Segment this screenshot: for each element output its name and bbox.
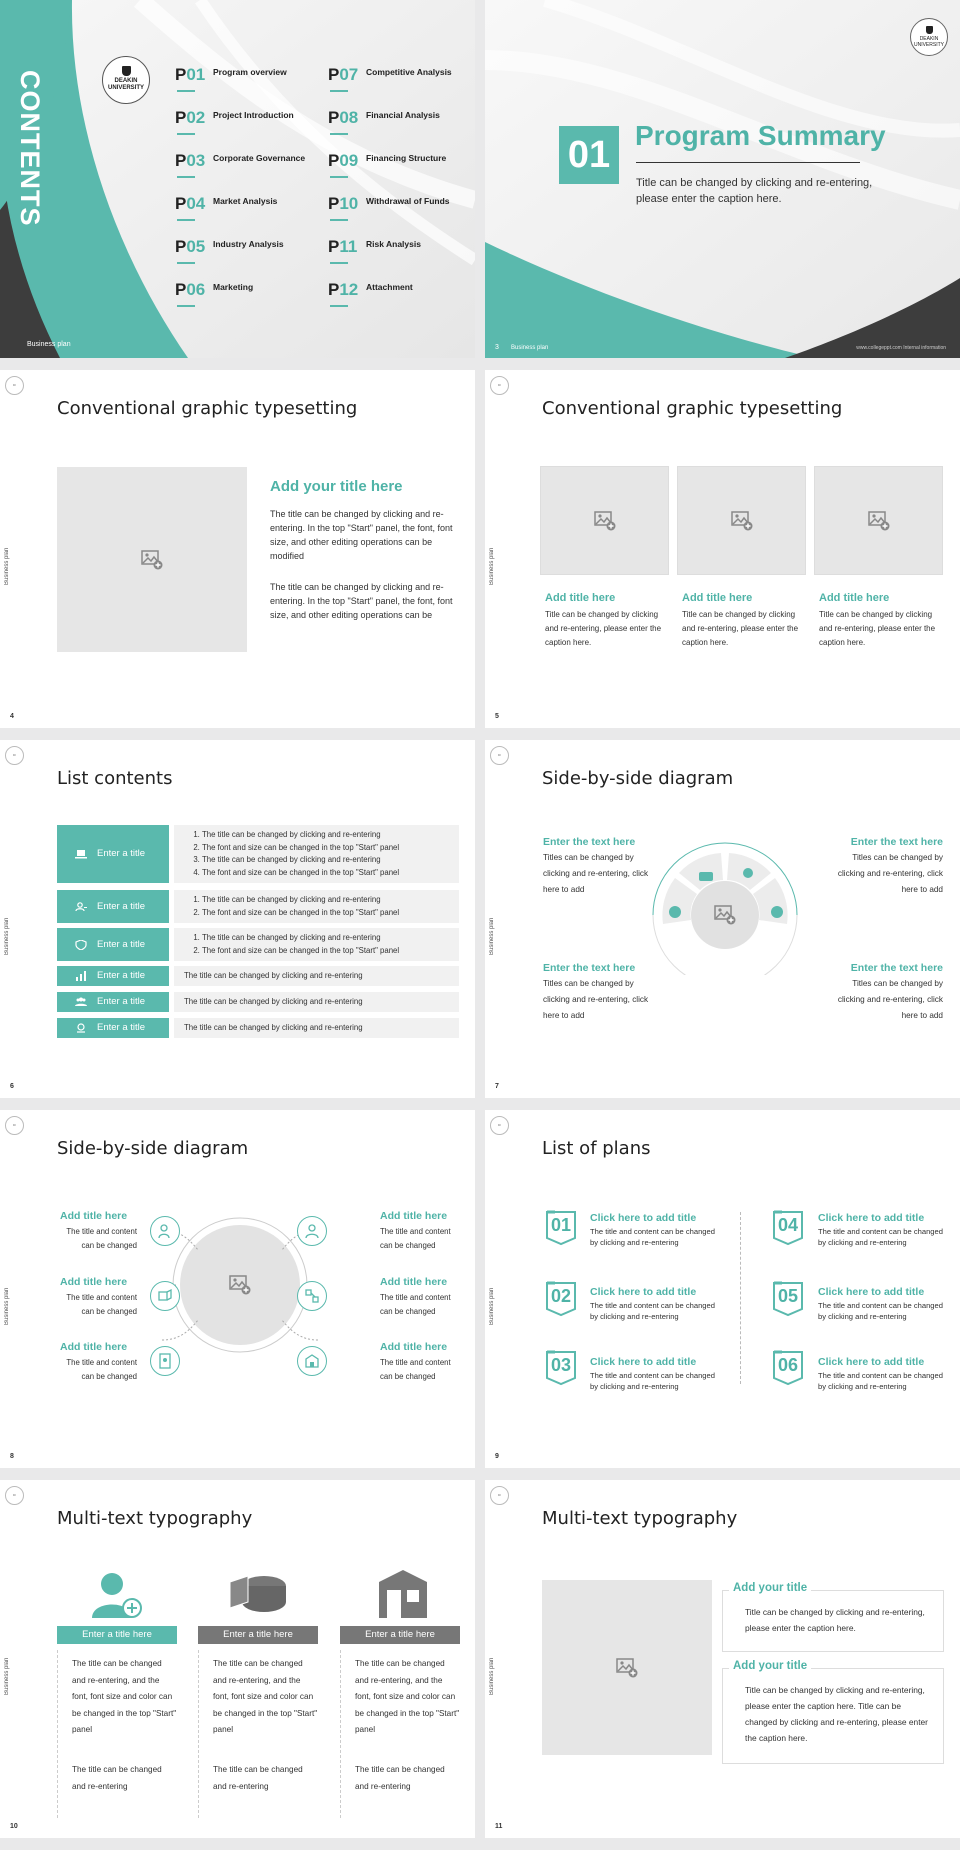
image-icon	[141, 550, 163, 570]
block-text[interactable]: The title and content can be changed	[380, 1227, 451, 1250]
slide-title[interactable]: Side-by-side diagram	[57, 1138, 249, 1159]
column-text[interactable]: The title can be changed and re-entering	[72, 1765, 162, 1791]
column-text[interactable]: Title can be changed by clicking and re-entering, please enter the caption here.	[682, 610, 799, 647]
toc-label: Financing Structure	[366, 153, 447, 163]
block-heading[interactable]: Add title here	[60, 1341, 128, 1353]
toc-item[interactable]: P04 Market Analysis	[175, 194, 325, 228]
segment-diagram	[645, 820, 805, 975]
plan-text[interactable]: The title and content can be changed by clicking and re-entering	[818, 1227, 943, 1247]
block-text[interactable]: The title and content can be changed	[66, 1227, 137, 1250]
row-title: Enter a title	[97, 938, 146, 950]
box-text[interactable]: Title can be changed by clicking and re-entering, please enter the caption here. Title can be changed by clicking and re-entering, please enter the caption here.	[745, 1685, 928, 1743]
toc-item[interactable]: P02 Project Introduction	[175, 108, 325, 142]
slide-title[interactable]: Multi-text typography	[57, 1508, 253, 1529]
footer-url: www.collegeppt.com Internal information	[856, 345, 946, 351]
toc-label: Financial Analysis	[366, 110, 440, 120]
image-icon	[616, 1658, 638, 1678]
block-heading[interactable]: Enter the text here	[543, 836, 636, 848]
pie-chart-3d-icon	[228, 1572, 288, 1618]
block-heading[interactable]: Enter the text here	[850, 962, 943, 974]
list-item: 1. The title can be changed by clicking and re-entering	[202, 829, 459, 842]
list-item: 1. The title can be changed by clicking and re-entering	[202, 932, 459, 945]
divider	[340, 1650, 342, 1818]
toc-item[interactable]: P05 Industry Analysis	[175, 237, 325, 271]
page-number: 11	[495, 1823, 503, 1830]
slide-title[interactable]: List contents	[57, 768, 173, 789]
toc-item[interactable]: P07 Competitive Analysis	[328, 65, 475, 99]
slide-title[interactable]: Conventional graphic typesetting	[542, 398, 843, 419]
list-item: The title can be changed by clicking and re-entering	[184, 971, 363, 980]
block-heading[interactable]: Enter the text here	[850, 836, 943, 848]
box-heading[interactable]: Add your title	[729, 1660, 811, 1672]
column-text[interactable]: Title can be changed by clicking and re-entering, please enter the caption here.	[545, 610, 662, 647]
plan-number-badge: 01	[545, 1210, 577, 1246]
list-item: 1. The title can be changed by clicking and re-entering	[202, 894, 459, 907]
toc-item[interactable]: P11 Risk Analysis	[328, 237, 475, 271]
slide-program-summary	[485, 0, 960, 358]
slide-graphic-typesetting-2	[485, 370, 960, 728]
plan-text[interactable]: The title and content can be changed by clicking and re-entering	[818, 1371, 943, 1391]
university-logo	[910, 18, 948, 56]
slide-title[interactable]: List of plans	[542, 1138, 651, 1159]
side-label: Business plan	[489, 1287, 495, 1325]
list-row[interactable]	[57, 966, 459, 986]
column-text[interactable]: The title can be changed and re-entering, and the font, font size and color can be changed in the top "Start" panel	[355, 1659, 460, 1734]
block-text[interactable]: The title and content can be changed	[380, 1358, 451, 1381]
slide-multi-text-2	[485, 1480, 960, 1838]
handshake-icon	[75, 1023, 87, 1033]
box-text[interactable]: Title can be changed by clicking and re-entering, please enter the caption here.	[745, 1607, 925, 1633]
plan-text[interactable]: The title and content can be changed by clicking and re-entering	[590, 1371, 715, 1391]
slide-contents	[0, 0, 475, 358]
list-item: The title can be changed by clicking and re-entering	[184, 1023, 363, 1032]
plan-number-badge: 05	[772, 1281, 804, 1317]
block-heading[interactable]: Add title here	[380, 1341, 448, 1353]
column-title-bar[interactable]: Enter a title here	[198, 1626, 318, 1644]
page-number: 3	[495, 344, 499, 351]
divider	[740, 1212, 742, 1384]
block-heading[interactable]: Enter the text here	[543, 962, 636, 974]
image-placeholder[interactable]	[540, 466, 669, 575]
list-row[interactable]	[57, 928, 459, 961]
image-placeholder[interactable]	[677, 466, 806, 575]
shield-icon	[75, 940, 87, 950]
boxes-icon	[150, 1281, 180, 1311]
list-row[interactable]	[57, 992, 459, 1012]
store-icon	[297, 1346, 327, 1376]
list-item: 4. The font and size can be changed in the top "Start" panel	[202, 867, 459, 880]
list-row[interactable]	[57, 1018, 459, 1038]
logo-text: DEAKIN UNIVERSITY	[107, 78, 144, 91]
row-title: Enter a title	[97, 848, 146, 859]
image-icon	[594, 511, 616, 531]
plan-text[interactable]: The title and content can be changed by clicking and re-entering	[590, 1227, 715, 1247]
divider	[198, 1650, 200, 1818]
toc-label: Marketing	[213, 282, 254, 292]
slide-title[interactable]: Multi-text typography	[542, 1508, 738, 1529]
block-text[interactable]: Titles can be changed by clicking and re-entering, click here to add	[543, 853, 649, 894]
plan-heading[interactable]: Click here to add title	[818, 1212, 925, 1224]
user-add-icon	[150, 1216, 180, 1246]
plan-heading[interactable]: Click here to add title	[818, 1356, 925, 1368]
bar-chart-icon	[75, 971, 87, 981]
divider	[57, 1650, 59, 1818]
block-text[interactable]: The title and content can be changed	[380, 1293, 451, 1316]
toc-label: Attachment	[366, 282, 413, 292]
row-title: Enter a title	[97, 900, 146, 912]
university-logo: D	[490, 1116, 509, 1135]
block-text[interactable]: Titles can be changed by clicking and re-entering, click here to add	[837, 979, 943, 1020]
column-title-bar[interactable]: Enter a title here	[57, 1626, 177, 1644]
side-label: Business plan	[489, 547, 495, 585]
university-logo	[102, 56, 150, 104]
university-logo: D	[490, 746, 509, 765]
block-heading[interactable]: Add title here	[380, 1210, 448, 1222]
content-heading[interactable]: Add your title here	[270, 478, 403, 495]
page-number: 10	[10, 1823, 18, 1830]
block-text[interactable]: Titles can be changed by clicking and re-entering, click here to add	[543, 979, 649, 1020]
slide-list-of-plans	[485, 1110, 960, 1468]
toc-item[interactable]: P08 Financial Analysis	[328, 108, 475, 142]
column-text[interactable]: The title can be changed and re-entering	[213, 1765, 303, 1791]
plan-heading[interactable]: Click here to add title	[590, 1356, 697, 1368]
row-title: Enter a title	[97, 1022, 146, 1033]
toc-label: Withdrawal of Funds	[366, 196, 450, 206]
list-row[interactable]	[57, 890, 459, 923]
side-label: Business plan	[489, 1657, 495, 1695]
row-title: Enter a title	[97, 996, 146, 1007]
university-logo: D	[5, 376, 24, 395]
plan-number-badge: 06	[772, 1350, 804, 1386]
block-heading[interactable]: Add title here	[60, 1210, 128, 1222]
block-heading[interactable]: Add title here	[60, 1276, 128, 1288]
plan-number-badge: 03	[545, 1350, 577, 1386]
toc-item[interactable]: P09 Financing Structure	[328, 151, 475, 185]
list-item: 2. The font and size can be changed in the top "Start" panel	[202, 842, 459, 855]
side-label: Business plan	[489, 917, 495, 955]
toc-label: Industry Analysis	[213, 239, 284, 249]
laptop-icon	[75, 849, 87, 859]
column-text[interactable]: The title can be changed and re-entering	[355, 1765, 445, 1791]
section-title[interactable]: Program Summary	[635, 120, 886, 151]
plan-number-badge: 02	[545, 1281, 577, 1317]
column-text[interactable]: Title can be changed by clicking and re-entering, please enter the caption here.	[819, 610, 936, 647]
list-row[interactable]	[57, 825, 459, 883]
page-number: 8	[10, 1453, 14, 1460]
list-item: 2. The font and size can be changed in the top "Start" panel	[202, 945, 459, 958]
list-item: 2. The font and size can be changed in the top "Start" panel	[202, 907, 459, 920]
column-title-bar[interactable]: Enter a title here	[340, 1626, 460, 1644]
network-icon	[297, 1281, 327, 1311]
column-heading[interactable]: Add title here	[819, 592, 890, 604]
storefront-icon	[375, 1568, 430, 1620]
toc-item[interactable]: P03 Corporate Governance	[175, 151, 325, 185]
shield-icon	[122, 66, 131, 76]
content-paragraph[interactable]: The title can be changed by clicking and re-entering. In the top "Start" panel, the font, font size, and other editing operations can be modified	[270, 509, 453, 561]
block-heading[interactable]: Add title here	[380, 1276, 448, 1288]
image-placeholder[interactable]	[814, 466, 943, 575]
section-number: 01	[559, 126, 619, 184]
footer-label: Business plan	[27, 341, 71, 348]
toc-item[interactable]: P10 Withdrawal of Funds	[328, 194, 475, 228]
group-icon	[75, 997, 87, 1007]
list-item: The title can be changed by clicking and re-entering	[184, 997, 363, 1006]
university-logo: D	[5, 746, 24, 765]
block-text[interactable]: Titles can be changed by clicking and re-entering, click here to add	[837, 853, 943, 894]
logo-text: DEAKIN UNIVERSITY	[913, 36, 944, 48]
user-card-icon	[75, 902, 87, 912]
plan-heading[interactable]: Click here to add title	[590, 1212, 697, 1224]
footer-label: Business plan	[511, 345, 549, 351]
plan-heading[interactable]: Click here to add title	[590, 1286, 697, 1298]
toc-item[interactable]: P06 Marketing	[175, 280, 325, 314]
plan-number-badge: 04	[772, 1210, 804, 1246]
box-heading[interactable]: Add your title	[729, 1582, 811, 1594]
toc-label: Program overview	[213, 67, 287, 77]
slide-title[interactable]: Side-by-side diagram	[542, 768, 734, 789]
university-logo: D	[5, 1486, 24, 1505]
column-heading[interactable]: Add title here	[682, 592, 753, 604]
side-label: Business plan	[4, 547, 10, 585]
image-icon	[731, 511, 753, 531]
slide-multi-text-1	[0, 1480, 475, 1838]
page-number: 9	[495, 1453, 499, 1460]
businesswoman-icon	[90, 1570, 145, 1620]
shield-icon	[926, 26, 933, 34]
side-label: Business plan	[4, 1287, 10, 1325]
column-text[interactable]: The title can be changed and re-entering, and the font, font size and color can be changed in the top "Start" panel	[72, 1659, 177, 1734]
toc-label: Corporate Governance	[213, 153, 306, 163]
toc-label: Project Introduction	[213, 110, 294, 120]
list-item: 3. The title can be changed by clicking and re-entering	[202, 854, 459, 867]
block-text[interactable]: The title and content can be changed	[66, 1358, 137, 1381]
column-heading[interactable]: Add title here	[545, 592, 616, 604]
slide-side-by-side-1	[485, 740, 960, 1098]
woman-icon	[297, 1216, 327, 1246]
section-caption[interactable]: Title can be changed by clicking and re-entering, please enter the caption here.	[636, 177, 873, 205]
column-text[interactable]: The title can be changed and re-entering, and the font, font size and color can be changed in the top "Start" panel	[213, 1659, 318, 1734]
toc-label: Market Analysis	[213, 196, 278, 206]
page-number: 7	[495, 1083, 499, 1090]
plan-text[interactable]: The title and content can be changed by clicking and re-entering	[590, 1301, 715, 1321]
toc-label: Risk Analysis	[366, 239, 421, 249]
block-text[interactable]: The title and content can be changed	[66, 1293, 137, 1316]
side-label: Business plan	[4, 917, 10, 955]
id-badge-icon	[150, 1346, 180, 1376]
slide-list-contents	[0, 740, 475, 1098]
university-logo: D	[490, 376, 509, 395]
plan-text[interactable]: The title and content can be changed by clicking and re-entering	[818, 1301, 943, 1321]
slide-title[interactable]: Conventional graphic typesetting	[57, 398, 358, 419]
plan-heading[interactable]: Click here to add title	[818, 1286, 925, 1298]
toc-item[interactable]: P01 Program overview	[175, 65, 325, 99]
content-paragraph[interactable]: The title can be changed by clicking and re-entering. In the top "Start" panel, the font, font size, and other editing operations can be	[270, 582, 453, 620]
image-placeholder[interactable]	[542, 1580, 712, 1755]
slide-graphic-typesetting-1	[0, 370, 475, 728]
toc-item[interactable]: P12 Attachment	[328, 280, 475, 314]
side-label: Business plan	[4, 1657, 10, 1695]
contents-title: CONTENTS	[15, 70, 45, 227]
image-placeholder[interactable]	[57, 467, 247, 652]
page-number: 6	[10, 1083, 14, 1090]
toc-label: Competitive Analysis	[366, 67, 452, 77]
row-title: Enter a title	[97, 970, 146, 981]
university-logo: D	[5, 1116, 24, 1135]
image-icon	[868, 511, 890, 531]
slide-side-by-side-2	[0, 1110, 475, 1468]
page-number: 4	[10, 713, 14, 720]
university-logo: D	[490, 1486, 509, 1505]
page-number: 5	[495, 713, 499, 720]
divider	[636, 162, 860, 163]
